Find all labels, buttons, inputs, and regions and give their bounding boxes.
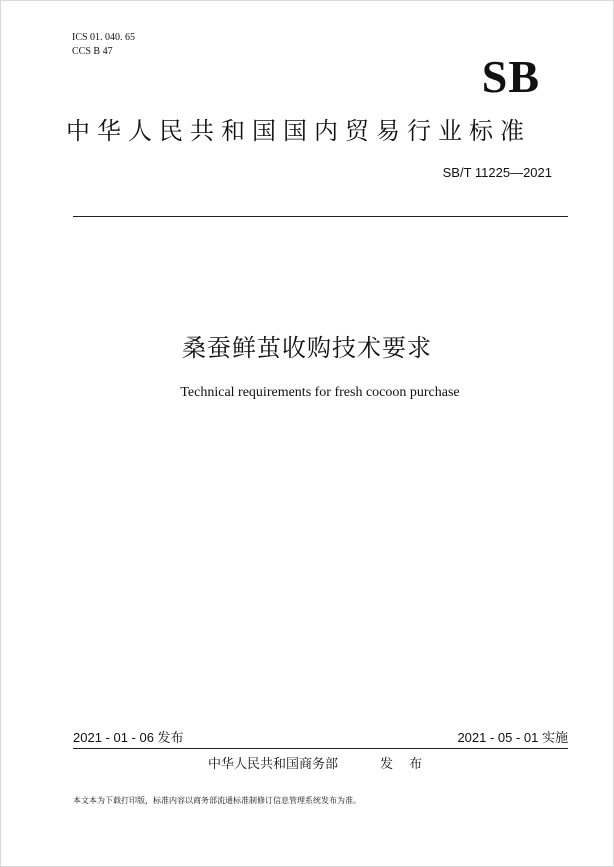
issuing-authority: 中华人民共和国商务部 xyxy=(208,757,339,772)
standard-number: SB/T 11225—2021 xyxy=(442,165,552,180)
standard-mark: SB xyxy=(481,51,540,102)
issue-date: 2021 - 01 - 06 发布 xyxy=(73,730,184,745)
document-title-chinese: 桑蚕鲜茧收购技术要求 xyxy=(182,334,432,362)
document-title-english: Technical requirements for fresh cocoon purchase xyxy=(180,385,460,400)
footer-divider xyxy=(73,748,568,749)
standard-category-title: 中华人民共和国国内贸易行业标准 xyxy=(66,117,531,145)
ccs-code: CCS B 47 xyxy=(72,46,113,57)
ics-code: ICS 01. 040. 65 xyxy=(72,32,136,43)
implementation-date: 2021 - 05 - 01 实施 xyxy=(457,730,568,745)
header-divider xyxy=(73,216,568,217)
publish-label: 发 布 xyxy=(380,757,429,772)
download-note: 本文本为下载打印版，标准内容以商务部流通标准制修订信息管理系统发布为准。 xyxy=(73,796,361,805)
